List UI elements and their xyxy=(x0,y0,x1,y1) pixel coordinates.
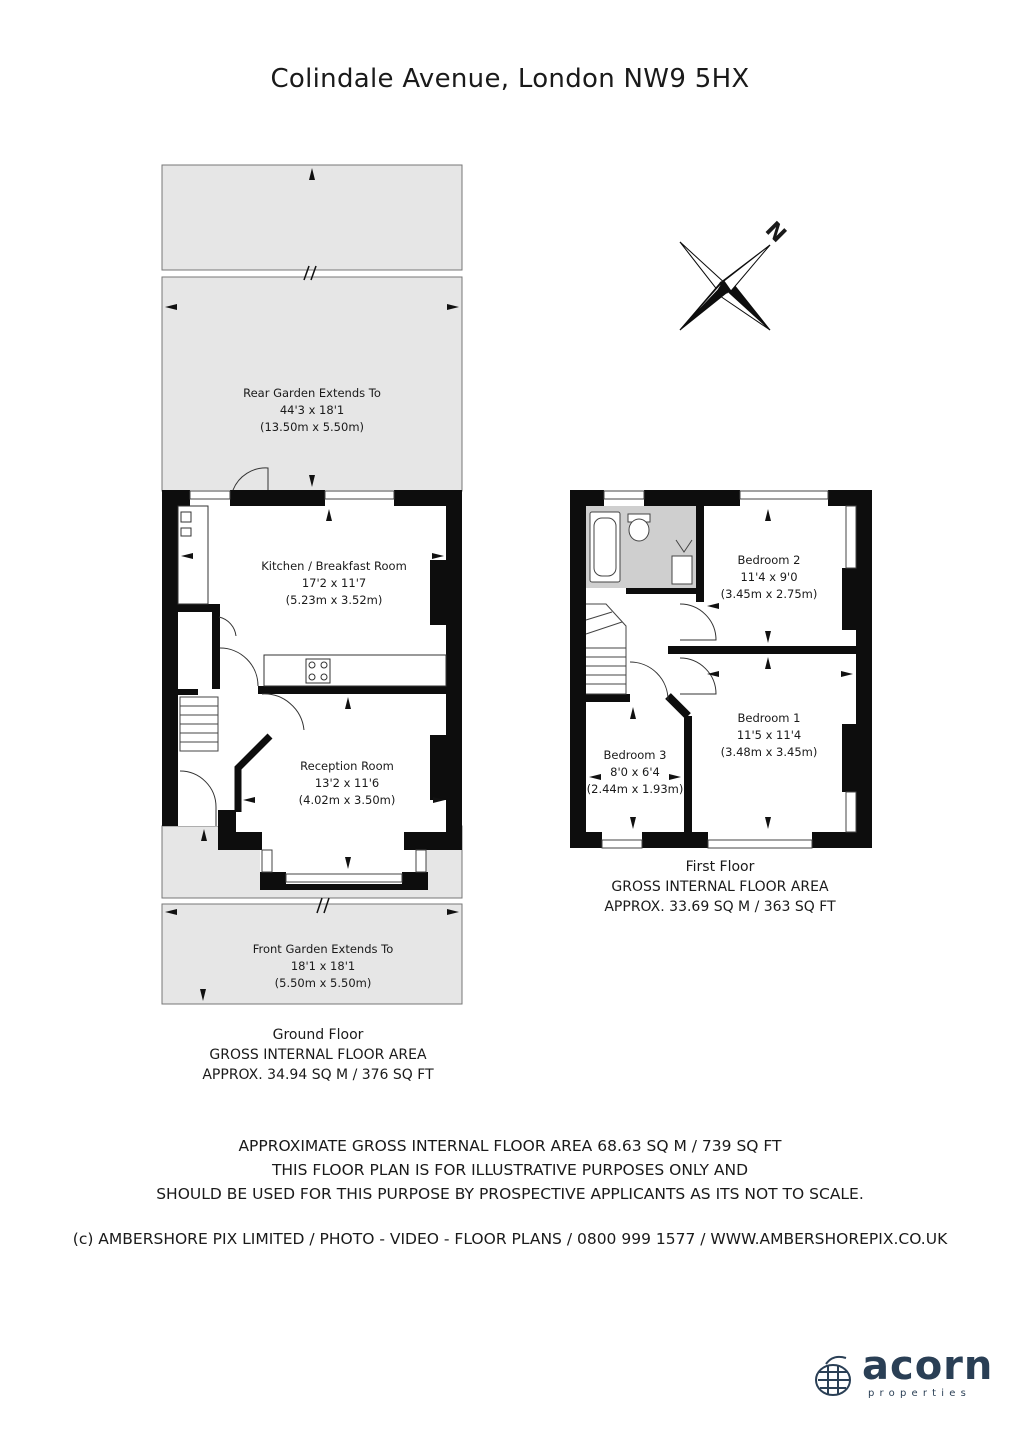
first-floor-label: First Floor xyxy=(685,859,755,875)
copyright-line: (c) AMBERSHORE PIX LIMITED / PHOTO - VIDEO - FLOOR PLANS / 0800 999 1577 / WWW.AMBERSHOREPIX.CO.UK xyxy=(72,1230,948,1248)
kitchen-metric: (5.23m x 3.52m) xyxy=(285,593,383,607)
bedroom3-metric: (2.44m x 1.93m) xyxy=(586,782,684,796)
ground-floor-label: Ground Floor xyxy=(272,1027,364,1043)
rear-garden-lower xyxy=(162,277,462,491)
page-title: Colindale Avenue, London NW9 5HX xyxy=(270,64,750,94)
bedroom3-name: Bedroom 3 xyxy=(603,748,667,762)
front-garden-metric: (5.50m x 5.50m) xyxy=(274,976,372,990)
kitchen-label xyxy=(234,558,434,609)
rear-garden-metric: (13.50m x 5.50m) xyxy=(259,420,365,434)
kitchen-name: Kitchen / Breakfast Room xyxy=(261,559,407,573)
bedroom1-name: Bedroom 1 xyxy=(737,711,801,725)
bedroom2-imperial: 11'4 x 9'0 xyxy=(740,570,798,584)
ground-floor-area: APPROX. 34.94 SQ M / 376 SQ FT xyxy=(202,1067,434,1083)
reception-metric: (4.02m x 3.50m) xyxy=(298,793,396,807)
bedroom3-label xyxy=(585,747,685,798)
compass-north-letter: N xyxy=(759,217,791,248)
bedroom1-label xyxy=(709,710,829,761)
disclaimer-notes xyxy=(0,1134,1020,1206)
kitchen-imperial: 17'2 x 11'7 xyxy=(301,576,367,590)
front-garden-label xyxy=(223,941,423,992)
bedroom1-imperial: 11'5 x 11'4 xyxy=(736,728,802,742)
front-garden-name: Front Garden Extends To xyxy=(252,942,394,956)
front-garden-imperial: 18'1 x 18'1 xyxy=(290,959,356,973)
bedroom2-name: Bedroom 2 xyxy=(737,553,801,567)
ground-floor-area-title: GROSS INTERNAL FLOOR AREA xyxy=(209,1047,427,1063)
note-not-to-scale: SHOULD BE USED FOR THIS PURPOSE BY PROSPECTIVE APPLICANTS AS ITS NOT TO SCALE. xyxy=(156,1185,864,1203)
reception-label xyxy=(267,758,427,809)
rear-garden-upper xyxy=(162,165,462,270)
bedroom3-imperial: 8'0 x 6'4 xyxy=(610,765,660,779)
reception-imperial: 13'2 x 11'6 xyxy=(314,776,380,790)
note-illustrative: THIS FLOOR PLAN IS FOR ILLUSTRATIVE PURPOSES ONLY AND xyxy=(271,1161,749,1179)
first-floor-summary xyxy=(570,857,870,917)
first-floor-area: APPROX. 33.69 SQ M / 363 SQ FT xyxy=(604,899,836,915)
rear-garden-label xyxy=(212,385,412,436)
bedroom1-metric: (3.48m x 3.45m) xyxy=(720,745,818,759)
bedroom2-label xyxy=(709,552,829,603)
rear-garden-imperial: 44'3 x 18'1 xyxy=(279,403,345,417)
north-compass xyxy=(680,242,770,330)
reception-name: Reception Room xyxy=(300,759,394,773)
first-floor-area-title: GROSS INTERNAL FLOOR AREA xyxy=(611,879,829,895)
bedroom2-metric: (3.45m x 2.75m) xyxy=(720,587,818,601)
rear-garden-name: Rear Garden Extends To xyxy=(243,386,381,400)
brand-name: acorn xyxy=(862,1343,994,1389)
brand-tagline: properties xyxy=(868,1388,972,1399)
note-total-area: APPROXIMATE GROSS INTERNAL FLOOR AREA 68.63 SQ M / 739 SQ FT xyxy=(238,1137,782,1155)
ground-floor-summary xyxy=(168,1025,468,1085)
